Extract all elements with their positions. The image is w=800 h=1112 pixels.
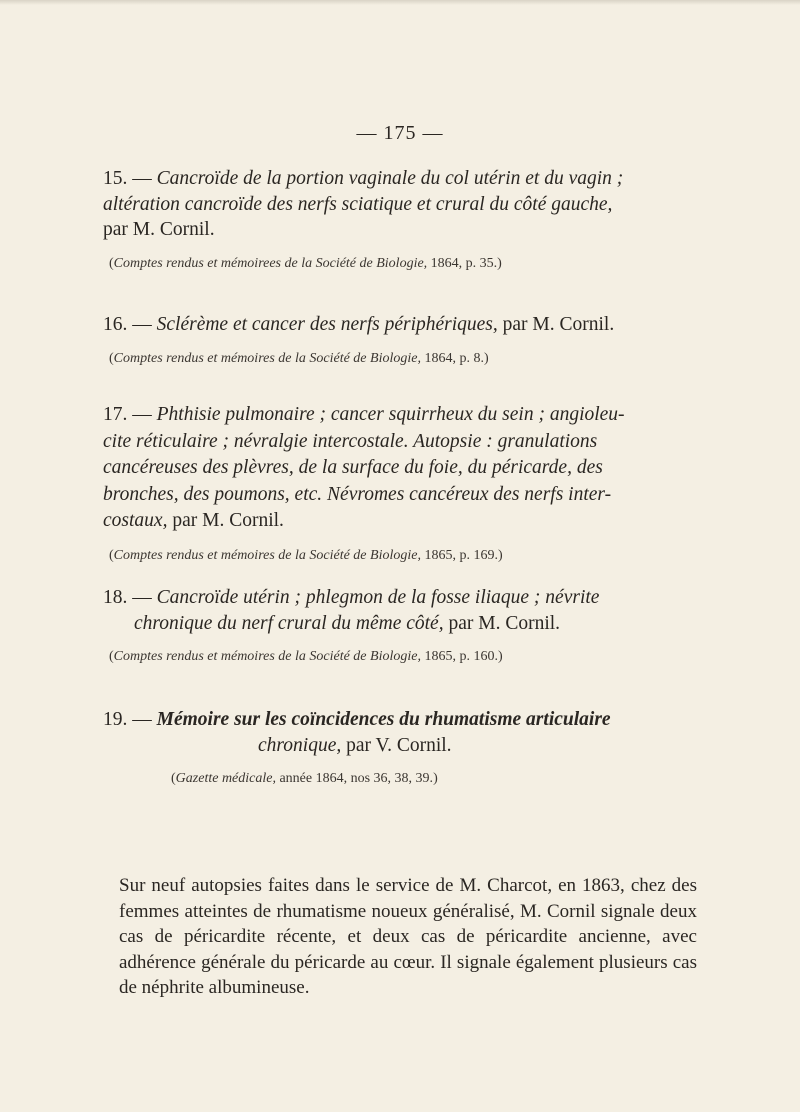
bibliography-entry-18 (103, 585, 703, 667)
entry-number: 17. (103, 404, 128, 425)
entry-reference: (Comptes rendus et mémoires de la Société de Biologie, 1865, p. 169.) (109, 547, 503, 563)
entry-author: par M. Cornil. (497, 314, 615, 335)
entry-title-line: altération cancroïde des nerfs sciatique et crural du côté gauche, (103, 193, 613, 215)
entry-author: par M. Cornil. (443, 612, 561, 634)
entry-author: par M. Cornil. (167, 510, 284, 531)
body-paragraph: Sur neuf autopsies faites dans le service de M. Charcot, en 1863, chez des femmes atteintes de rhumatisme noueux généralisé, M. Cornil signale deux cas de péricardite récente, et deux cas de péricardite ancienne, avec adhérence générale du péricarde au cœur. Il signale également plusieurs cas de néphrite albumineuse. (119, 875, 697, 998)
entry-author: par M. Cornil. (103, 219, 215, 240)
entry-reference: (Gazette médicale, année 1864, nos 36, 38, 39.) (171, 771, 438, 786)
entry-number: 15. (103, 168, 128, 189)
page-top-edge (0, 0, 800, 5)
entry-reference: (Comptes rendus et mémoires de la Société de Biologie, 1864, p. 8.) (109, 350, 489, 366)
entry-title: 18. — Cancroïde utérin ; phlegmon de la fosse iliaque ; névrite chronique du nerf crural du même côté, par M. Cornil. (103, 587, 600, 634)
entry-title: 16. — Sclérème et cancer des nerfs périphériques, par M. Cornil. (103, 314, 615, 335)
entry-number: 18. (103, 587, 128, 608)
entry-title: 19. — Mémoire sur les coïncidences du rhumatisme articulaire chronique, par V. Cornil. (103, 709, 611, 756)
bibliography-entry-17 (103, 402, 703, 566)
entry-reference: (Comptes rendus et mémoires de la Société de Biologie, 1865, p. 160.) (109, 649, 503, 664)
page-number: — 175 — (356, 122, 444, 144)
entry-number: 19. (103, 709, 128, 730)
entry-title: 17. — Phthisie pulmonaire ; cancer squirrheux du sein ; angioleu- cite réticulaire ; névralgie intercostale. Autopsie : granulations cancéreuses des plèvres, de la surface du foie, du péricarde, des bronches, des poumons, etc. Névromes cancéreux des nerfs inter- costaux, par M. Cornil. (103, 404, 625, 531)
entry-author: par V. Cornil. (341, 734, 452, 756)
entry-title-line: Cancroïde de la portion vaginale du col utérin et du vagin ; (156, 168, 624, 189)
bibliography-entry-16 (103, 312, 703, 369)
entry-number: 16. (103, 314, 128, 335)
entry-title: 15. — Cancroïde de la portion vaginale du col utérin et du vagin ; altération cancroïde des nerfs sciatique et crural du côté gauche, par M. Cornil. (103, 168, 624, 240)
bibliography-entry-19 (103, 707, 703, 789)
bibliography-entry-15 (103, 166, 703, 274)
entry-reference: (Comptes rendus et mémoirees de la Société de Biologie, 1864, p. 35.) (109, 255, 502, 271)
